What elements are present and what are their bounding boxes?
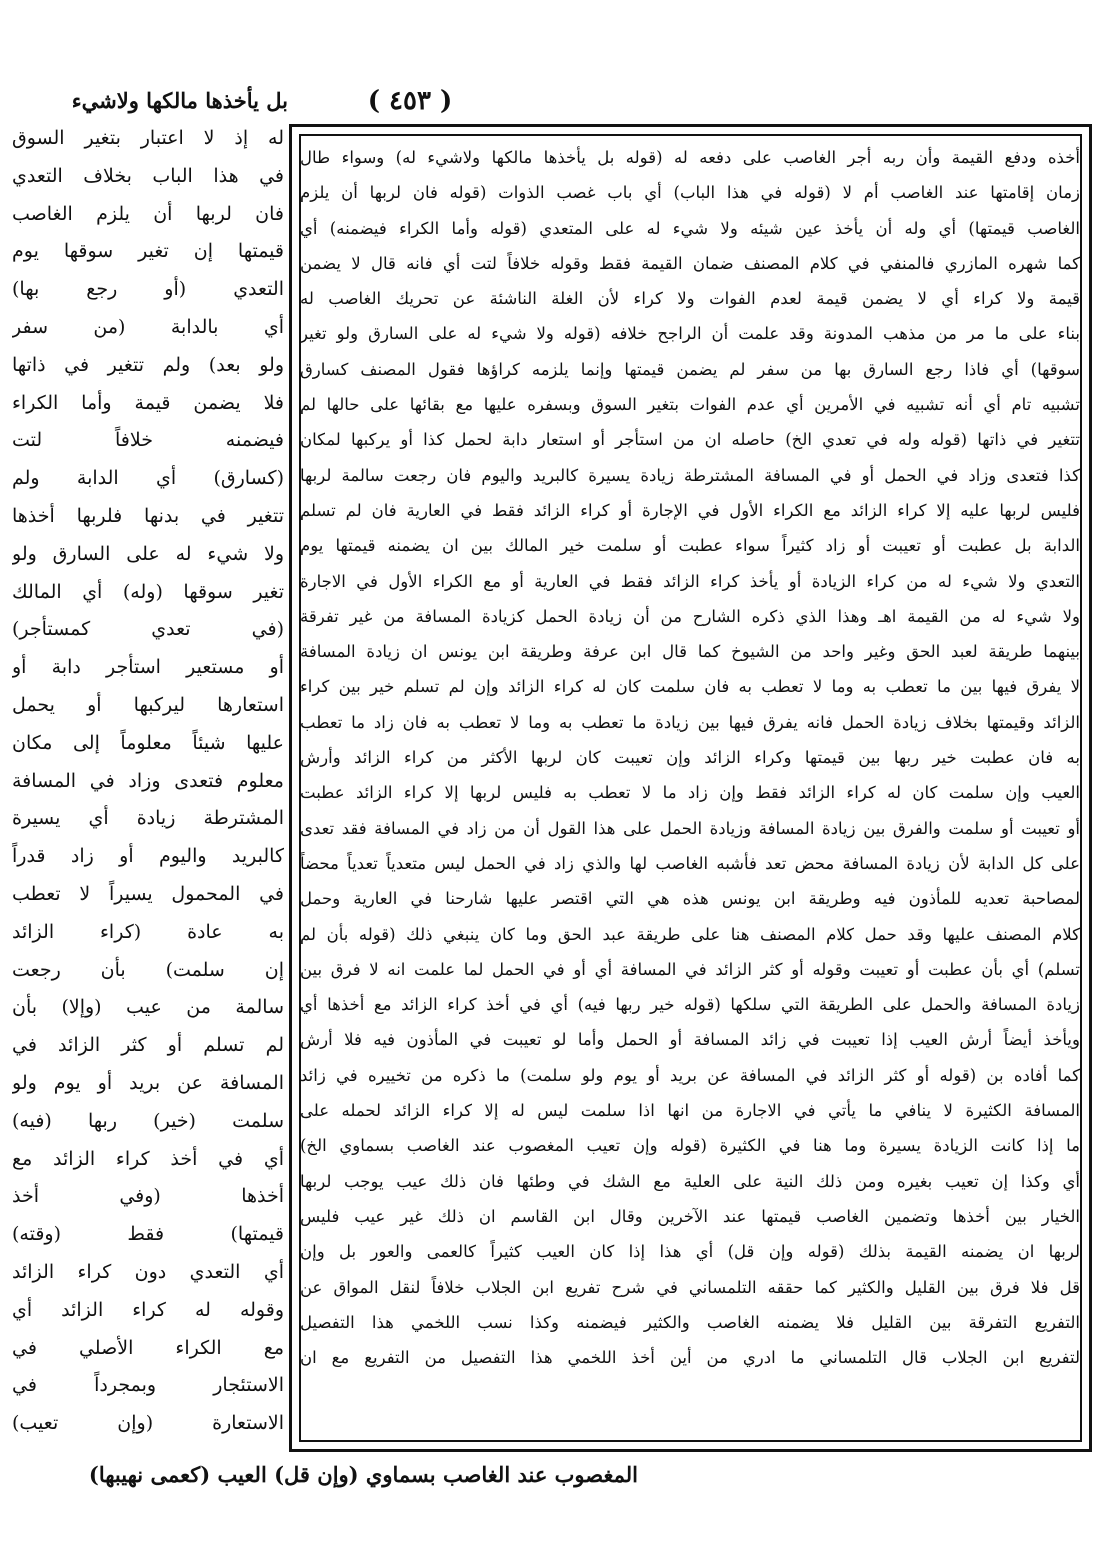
main-text-line: ويأخذ أيضاً أرش العيب إذا تعيبت في زائد المسافة أو الحمل وأما لو تعيبت في المأذون فيه فلا أرش (300, 1030, 1080, 1050)
margin-text-line: فان لربها أن يلزم الغاصب (12, 202, 284, 225)
margin-text-line: أي التعدي دون كراء الزائد (12, 1260, 284, 1283)
margin-text-line: أي بالدابة (من سفر (12, 315, 284, 338)
main-text-line: لا يفرق فيها بين ما تعطب به وما لا تعطب به فان سلمت كان له كراء الزائد وإن لم تسلم خير بين كراء (300, 677, 1080, 697)
main-text-line: كلام المصنف عليها وقد حمل كلام المصنف هنا على طريقة عبد الحق وما كان ينبغي ذلك (قوله بأن لم (300, 924, 1080, 944)
main-text-line: كما أفاده بن (قوله أو كثر الزائد في المسافة عن بريد أو يوم ولو سلمت) ما ذكره من تخييره في زائد (300, 1065, 1080, 1085)
margin-text-line: به عادة (كراء الزائد (12, 920, 284, 943)
margin-text-line: ولو بعد) ولم تتغير في ذاتها (12, 353, 284, 376)
main-text-line: الدابة بل عطبت أو تعيبت أو زاد كثيراً سواء عطبت أو سلمت خير المالك بين ان يضمنه قيمتها يوم (300, 536, 1080, 556)
top-catchword: بل يأخذها مالكها ولاشيء (71, 88, 288, 113)
main-text-line: تسلم) أي بأن عطبت أو تعيبت وقوله أو كثر الزائد في المسافة أي أو في الحمل لما علمت انه لا فرق بين (300, 959, 1080, 979)
margin-text-line: أخذها (وفي أخذ (12, 1185, 284, 1208)
margin-text-line: المشترطة زيادة أي يسيرة (12, 807, 284, 830)
margin-text-line: سالمة من عيب (وإلا) بأن (12, 996, 284, 1019)
main-text-line: العيب وإن سلمت كان له كراء الزائد فقط وإن زاد ما لا تعطب به فليس لربها إلا كراء الزائد عطبت (300, 783, 1080, 803)
main-text-line: تتغير في ذاتها (قوله وله في تعدي الخ) حاصله ان من استأجر أو استعار دابة لحمل كذا أو يركبها لمكان (300, 430, 1080, 450)
margin-text-line: في هذا الباب بخلاف التعدي (12, 164, 284, 187)
margin-text-line: عليها شيئاً معلوماً إلى مكان (12, 731, 284, 754)
main-text-line: لمصاحبة تعديه للمأذون فيه وطريقة ابن يونس هذه هي التي اقتصر عليها شارحنا في العارية وحمل (300, 889, 1080, 909)
margin-text-line: معلوم فتعدى وزاد في المسافة (12, 769, 284, 792)
margin-text-line: سلمت (خير) ربها (فيه) (12, 1109, 284, 1132)
margin-text-line: قيمتها إن تغير سوقها يوم (12, 240, 284, 263)
main-text-line: قيمة ولا كراء أي لا يضمن قيمة لعدم الفوات ولا كراء لأن الغلة الناشئة عن تحريك الغاصب له (300, 289, 1080, 309)
margin-text-line: المسافة عن بريد أو يوم ولو (12, 1071, 284, 1094)
main-text-line: أخذه ودفع القيمة وأن ربه أجر الغاصب على دفعه له (قوله بل يأخذها مالكها ولاشيء له) وسواء طال (300, 148, 1080, 167)
main-text-line: زمان إقامتها عند الغاصب أم لا (قوله في هذا الباب) أي باب غصب الذوات (قوله فان لربها أن يلزم (300, 183, 1080, 203)
margin-text-line: قيمتها) فقط (وقته) (12, 1223, 284, 1246)
margin-text-line: أو مستعير استأجر دابة أو (12, 656, 284, 679)
main-text-line: سوقها) أي فاذا رجع السارق بها من سفر لم يضمن قيمتها وإنما يلزمه كراؤها فقول المصنف كسارق (300, 359, 1080, 379)
main-text-line: على كل الدابة لأن زيادة المسافة محض تعد فأشبه الغاصب لها والذي زاد في الحمل ليس متعدياً تعدياً محضاً (300, 853, 1080, 873)
main-text-line: لتفريع ابن الجلاب قال التلمساني ما ادري من أين أخذ اللخمي هذا التفصيل من التفريع مع ان (300, 1348, 1080, 1368)
main-text-line: أو تعيبت أو سلمت والفرق بين زيادة المسافة وزيادة الحمل على هذا القول أن من زاد في المسافة فقد تعدى (300, 818, 1080, 838)
margin-text-line: له إذ لا اعتبار بتغير السوق (12, 127, 284, 149)
main-text-line: الزائد وقيمتها بخلاف زيادة الحمل فانه يفرق فيها بين زيادة ما تعطب به وما لا تعطب به فان زاد ما تعطب (300, 712, 1080, 732)
main-text-line: التفريع التفرقة بين القليل فلا يضمنه الغاصب والكثير فيضمنه وكذا نسب اللخمي هذا التفصيل (300, 1312, 1080, 1332)
main-text-line: لربها ان يضمنه القيمة بذلك (قوله وإن قل) أي هذا إذا كان العيب كثيراً كالعمى والعور بل وإن (300, 1242, 1080, 1262)
main-text-line (300, 1375, 1080, 1410)
bottom-catchword: المغصوب عند الغاصب بسماوي (وإن قل) العيب (كعمى نهيبها) (88, 1462, 638, 1487)
margin-text-line: فلا يضمن قيمة وأما الكراء (12, 391, 284, 414)
margin-text-line: الاستئجار وبمجرداً في (12, 1374, 284, 1397)
margin-text-line: ولا شيء له على السارق ولو (12, 542, 284, 565)
main-text-line: زيادة المسافة والحمل على الطريقة التي سلكها (قوله خير ربها فيه) أي في أخذ كراء الزائد مع أخذها أي (300, 995, 1080, 1015)
main-text-line: أي وكذا إن تعيب بغيره ومن ذلك النية على العلية مع الشك في وطئها فان ذلك عيب يوجب لربها (300, 1171, 1080, 1191)
margin-text-line: مع الكراء الأصلي في (12, 1336, 284, 1359)
main-text-line: الغاصب قيمتها) أي وله أن يأخذ عين شيئه ولا شيء له على المتعدي (قوله وأما الكراء فيضمنه) أي (300, 218, 1080, 238)
margin-text-line: التعدي (أو رجع بها) (12, 278, 284, 301)
main-text-line: ما إذا كانت الزيادة يسيرة وما هنا في الكثيرة (قوله وإن تعيب المغصوب عند الغاصب بسماوي الخ) (300, 1136, 1080, 1156)
margin-text-line: تغير سوقها (وله) أي المالك (12, 580, 284, 603)
margin-text-line: أي في أخذ كراء الزائد مع (12, 1147, 284, 1170)
main-text-line: التعدي ولا شيء له من كراء الزيادة أو يأخذ كراء الزائد فقط في العارية أو مع الكراء الأول في الاجارة (300, 571, 1080, 591)
margin-matn-column (12, 120, 284, 1445)
main-text-line: كما شهره المازري فالمنفي في كلام المصنف ضمان القيمة فقط وقوله خلافاً لتت أي فانه قال لا يضمن (300, 253, 1080, 273)
margin-text-line: لم تسلم أو كثر الزائد في (12, 1034, 284, 1057)
main-text-line: الخيار بين أخذها وتضمين الغاصب قيمتها عند الآخرين وقال ابن القاسم ان ذلك غير عيب فليس (300, 1206, 1080, 1226)
margin-text-line: تتغير في بدنها فلربها أخذها (12, 504, 284, 527)
main-text-line: كذا فتعدى وزاد في الحمل أو في المسافة المشترطة زيادة يسيرة كالبريد واليوم فان رجعت سالمة لربها (300, 465, 1080, 485)
main-commentary-block (300, 140, 1080, 1435)
main-text-line: به فان عطبت خير ربها بين قيمتها وكراء الزائد وإن تعيبت كان لربها الأكثر من كراء الزائد وأرش (300, 748, 1080, 768)
main-text-line: بينهما طريقة لعبد الحق وغير واحد من الشيوخ كما قال ابن عرفة وطريقة ابن يونس ان زيادة المسافة (300, 642, 1080, 662)
margin-text-line: فيضمنه خلافاً لتت (12, 429, 284, 452)
main-text-line: تشبيه تام أي أنه تشبيه في الأمرين أي عدم الفوات بتغير السوق وبسفره عليها مع بقائها على حالها لم (300, 395, 1080, 415)
margin-text-line: (كسارق) أي الدابة ولم (12, 467, 284, 490)
main-text-line: بناء على ما مر من مذهب المدونة وقد علمت أن الراجح خلافه (قوله ولا شيء له على السارق ولو تغير (300, 324, 1080, 344)
margin-text-line: كالبريد واليوم أو زاد قدراً (12, 845, 284, 868)
page-number: ( ٤٥٣ ) (367, 86, 453, 116)
margin-text-line: الاستعارة (وإن تعيب) (12, 1412, 284, 1435)
margin-text-line: استعارها ليركبها أو يحمل (12, 693, 284, 716)
main-text-line: المسافة الكثيرة لا ينافي ما يأتي في الاجارة من انها اذا سلمت ليس له إلا كراء الزائد لحمله على (300, 1101, 1080, 1121)
margin-text-line: (في تعدي كمستأجر) (12, 618, 284, 641)
main-text-line: قل فلا فرق بين القليل والكثير كما حققه التلمساني في شرح تفريع ابن الجلاب خلافاً لنقل المواق عن (300, 1277, 1080, 1297)
main-text-line: ولا شيء له من القيمة اهـ وهذا الذي ذكره الشارح من أن زيادة الحمل كزيادة المسافة من غير تفرقة (300, 606, 1080, 626)
main-text-line: فليس لربها عليه إلا كراء الزائد مع الكراء الأول في الإجارة أو كراء الزائد فقط في العارية فان لم تسلم (300, 500, 1080, 520)
margin-text-line: إن سلمت) بأن رجعت (12, 958, 284, 981)
margin-text-line: وقوله له كراء الزائد أي (12, 1298, 284, 1321)
margin-text-line: في المحمول يسيراً لا تعطب (12, 882, 284, 905)
